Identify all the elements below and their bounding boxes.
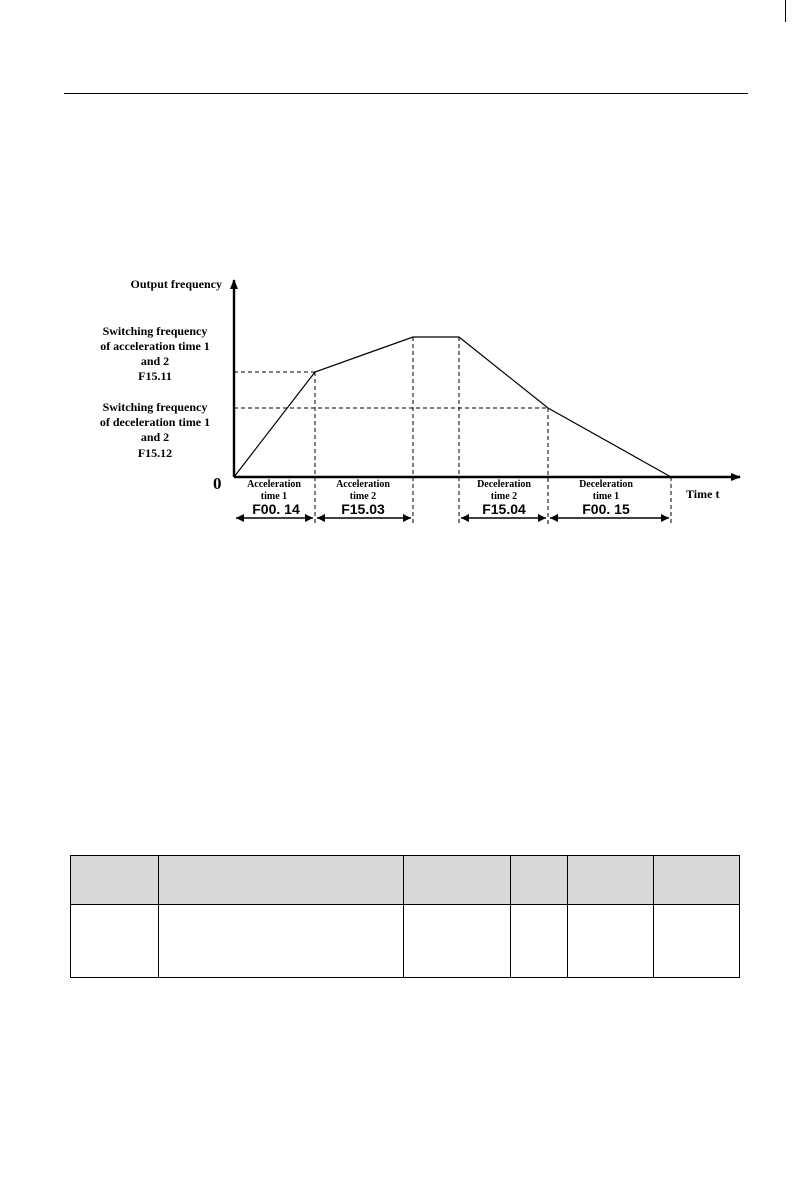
header-cell: [653, 856, 739, 905]
svg-text:Switching frequency: Switching frequency: [102, 324, 208, 338]
svg-text:Acceleration: Acceleration: [247, 479, 301, 490]
accel-switch-label: [100, 324, 210, 383]
x-axis-label: Time t: [686, 487, 720, 501]
table-cell: [567, 905, 653, 978]
table-row: [71, 905, 740, 978]
svg-text:time 2: time 2: [490, 491, 518, 502]
svg-text:and 2: and 2: [140, 430, 170, 444]
svg-text:F00. 15: F00. 15: [582, 501, 630, 517]
svg-text:F15.04: F15.04: [482, 501, 526, 517]
table-cell: [511, 905, 567, 978]
header-cell: [403, 856, 511, 905]
svg-text:F00. 14: F00. 14: [252, 501, 300, 517]
svg-text:Acceleration: Acceleration: [336, 479, 390, 490]
header-cell: [567, 856, 653, 905]
y-axis-label: Output frequency: [130, 277, 222, 291]
segment-3-label: [477, 479, 531, 517]
segment-4-label: [579, 479, 633, 517]
svg-text:F15.11: F15.11: [138, 369, 172, 383]
frequency-curve: [234, 337, 671, 477]
segment-2-label: [336, 479, 390, 517]
svg-text:F15.03: F15.03: [341, 501, 385, 517]
svg-text:Deceleration: Deceleration: [477, 479, 531, 490]
table-cell: [403, 905, 511, 978]
table-cell: [653, 905, 739, 978]
table-header-row: [71, 856, 740, 905]
parameter-table: [70, 855, 740, 978]
table-cell: [71, 905, 159, 978]
svg-text:time 1: time 1: [260, 491, 288, 502]
svg-text:F15.12: F15.12: [137, 446, 173, 460]
svg-text:of acceleration time 1: of acceleration time 1: [100, 339, 210, 353]
svg-text:time 2: time 2: [349, 491, 377, 502]
svg-text:of deceleration time 1: of deceleration time 1: [99, 415, 211, 429]
svg-text:Switching frequency: Switching frequency: [102, 400, 208, 414]
segment-1-label: [247, 479, 301, 517]
header-cell: [159, 856, 403, 905]
decel-switch-label: [100, 400, 210, 460]
table-cell: [159, 905, 403, 978]
origin-label: 0: [213, 474, 222, 493]
header-cell: [71, 856, 159, 905]
svg-text:Deceleration: Deceleration: [579, 479, 633, 490]
header-cell: [511, 856, 567, 905]
svg-text:and 2: and 2: [140, 354, 170, 368]
acceleration-deceleration-switching-diagram: [0, 0, 811, 560]
svg-text:time 1: time 1: [592, 491, 620, 502]
